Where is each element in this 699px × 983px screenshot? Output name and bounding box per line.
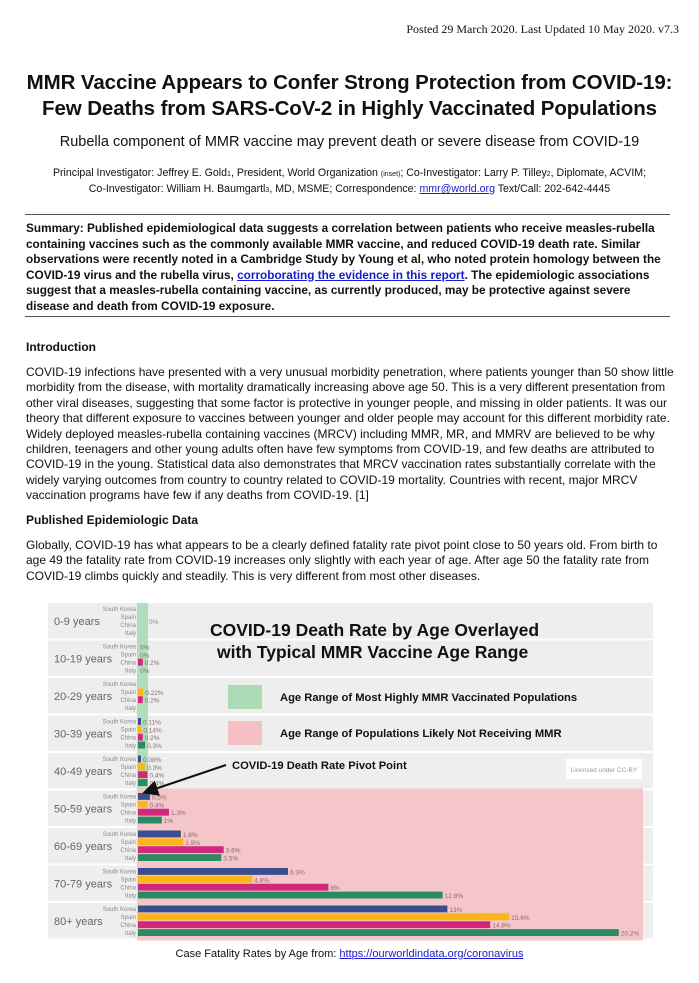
- country-label: Spain: [120, 690, 136, 697]
- phone: Text/Call: 202-642-4445: [494, 183, 611, 195]
- country-label: Spain: [120, 840, 136, 847]
- country-label: Spain: [120, 727, 136, 734]
- age-group-label: 70-79 years: [54, 878, 113, 891]
- chart-title-line-1: COVID-19 Death Rate by Age Overlayed: [210, 620, 540, 640]
- country-label: China: [120, 735, 136, 742]
- data-label: 0.3%: [147, 764, 162, 772]
- bar-south-korea: [138, 906, 447, 913]
- bar-south-korea: [138, 718, 141, 725]
- country-label: Spain: [120, 877, 136, 884]
- data-label: 3.5%: [223, 855, 239, 863]
- author-line-2: [0, 182, 699, 198]
- bar-china: [138, 734, 143, 741]
- legend-pink-label: Age Range of Populations Likely Not Receiving MMR: [280, 728, 562, 740]
- country-label: South Korea: [102, 607, 136, 614]
- data-label: 3.6%: [225, 847, 241, 855]
- country-label: China: [120, 660, 136, 667]
- divider-bottom: [25, 316, 670, 317]
- bar-south-korea: [138, 793, 150, 800]
- country-label: China: [120, 810, 136, 817]
- coi2-affil: 3: [265, 187, 270, 194]
- data-label: 0.08%: [143, 756, 162, 764]
- country-label: Spain: [120, 802, 136, 809]
- summary-text-end: . The epidemiologic associations suggest that a measles-rubella containing vaccine, as currently produced, may be protective against severe disease and death from COVID-19 exposure.: [26, 267, 650, 313]
- country-label: South Korea: [102, 757, 136, 764]
- country-label: South Korea: [102, 907, 136, 914]
- coi2-title: , MD, MSME; Correspondence:: [269, 183, 420, 195]
- license-text: Licensed under CC-BY: [570, 767, 638, 774]
- coi1-title: , Diplomate, ACVIM;: [550, 167, 647, 179]
- country-label: South Korea: [102, 794, 136, 801]
- data-label: 0.4%: [149, 772, 165, 780]
- title-line-2: Few Deaths from SARS-CoV-2 in Highly Vaccinated Populations: [42, 97, 657, 120]
- data-label: 0.22%: [145, 689, 164, 697]
- country-label: South Korea: [102, 682, 136, 689]
- data-label: 0%: [140, 644, 150, 652]
- pi-affil: 1: [227, 171, 231, 178]
- bar-spain: [138, 801, 148, 808]
- bar-italy: [138, 742, 145, 749]
- country-label: Italy: [124, 855, 136, 862]
- data-label: 0%: [140, 652, 150, 660]
- data-label: 1.8%: [182, 831, 198, 839]
- legend-pink-swatch: [228, 721, 262, 745]
- bar-china: [138, 809, 169, 816]
- country-label: China: [120, 922, 136, 929]
- corroborating-link[interactable]: corroborating the evidence in this report: [237, 267, 465, 282]
- pi-name: Principal Investigator: Jeffrey E. Gold: [52, 167, 228, 179]
- age-group-label: 0-9 years: [54, 615, 100, 628]
- age-group-label: 80+ years: [54, 915, 103, 928]
- bar-china: [138, 771, 148, 778]
- country-label: China: [120, 885, 136, 892]
- email-link[interactable]: mmr@world.org: [419, 183, 495, 195]
- data-label: 1.9%: [185, 839, 201, 847]
- data-label: 14.8%: [492, 922, 511, 930]
- country-label: Italy: [124, 630, 136, 637]
- country-label: Italy: [124, 818, 136, 825]
- bar-italy: [138, 929, 619, 936]
- data-label: 0.5%: [151, 794, 167, 802]
- bar-spain: [138, 763, 145, 770]
- data-label: 0.2%: [144, 735, 160, 743]
- data-label: 0.11%: [143, 719, 161, 727]
- country-label: South Korea: [102, 832, 136, 839]
- bar-italy: [138, 854, 221, 861]
- age-group-label: 50-59 years: [54, 803, 113, 816]
- data-label: 13%: [449, 906, 463, 914]
- legend-green-label: Age Range of Most Highly MMR Vaccinated Populations: [280, 692, 578, 704]
- posted-date: Posted 29 March 2020. Last Updated 10 May 2020. v7.3: [406, 22, 679, 36]
- bar-spain: [138, 688, 143, 695]
- title-line-1: MMR Vaccine Appears to Confer Strong Protection from COVID-19:: [26, 71, 673, 94]
- data-label: 8%: [330, 885, 340, 893]
- country-label: Italy: [124, 930, 136, 937]
- data-label: 0.3%: [147, 743, 162, 750]
- bar-china: [138, 659, 143, 666]
- age-group-label: 30-39 years: [54, 728, 113, 741]
- bar-italy: [138, 779, 148, 786]
- age-group-label: 20-29 years: [54, 690, 113, 703]
- country-label: Spain: [120, 615, 136, 622]
- country-label: Italy: [124, 668, 136, 675]
- country-label: South Korea: [102, 719, 136, 726]
- bar-china: [138, 696, 143, 703]
- data-label: 0.2%: [144, 697, 160, 705]
- bar-spain: [138, 913, 509, 920]
- figure-caption: [0, 948, 699, 960]
- bar-italy: [138, 817, 162, 824]
- bar-spain: [138, 876, 252, 883]
- pi-title: , President, World Organization: [230, 167, 381, 179]
- country-label: China: [120, 622, 136, 629]
- age-group-label: 40-49 years: [54, 765, 113, 778]
- age-group-label: 10-19 years: [54, 653, 113, 666]
- data-label: 6.3%: [289, 869, 305, 877]
- data-label: 1%: [163, 818, 174, 825]
- source-link[interactable]: https://ourworldindata.org/coronavirus: [339, 948, 524, 960]
- country-label: China: [120, 847, 136, 854]
- subtitle: Rubella component of MMR vaccine may prevent death or severe disease from COVID-19: [59, 134, 640, 150]
- coi2-name: Co-Investigator: William H. Baumgartl: [88, 183, 266, 195]
- data-label: 4.8%: [254, 877, 270, 885]
- data-label: 15.6%: [511, 914, 530, 922]
- summary-text: Summary: Published epidemiological data suggests a correlation between patients who receive measles-rubella containing vaccines such as the commonly available MMR vaccine, and reduced COVID-19 death rate. Similar observations were recently noted in a Cambridge Study by Young et al, who noted protein homology between the COVID-19 virus and the rubella virus,: [26, 221, 661, 282]
- bar-south-korea: [138, 756, 141, 763]
- legend-green-swatch: [228, 685, 262, 709]
- country-label: Italy: [124, 780, 136, 787]
- country-label: China: [120, 697, 136, 704]
- country-label: South Korea: [102, 644, 136, 651]
- bar-italy: [138, 892, 443, 899]
- country-label: Italy: [124, 743, 136, 750]
- data-paragraph: Globally, COVID-19 has what appears to be a clearly defined fatality rate pivot point close to 50 years old. From birth to age 49 the fatality rate from COVID-19 increases only slightly with each year of age. After age 50 the fatality rate from COVID-19 climbs quickly and steadily. This is very different from most other diseases.: [26, 538, 658, 583]
- bar-spain: [138, 838, 183, 845]
- bar-south-korea: [138, 868, 288, 875]
- data-label: 0%: [149, 618, 159, 626]
- data-label: 0.2%: [144, 660, 160, 668]
- bar-spain: [138, 726, 141, 733]
- divider-top: [25, 214, 670, 215]
- chart-title-line-2: with Typical MMR Vaccine Age Range: [217, 642, 529, 662]
- country-label: Italy: [124, 893, 136, 900]
- chart-svg: [48, 603, 654, 941]
- data-label: 0.4%: [149, 802, 165, 810]
- data-label: 1.3%: [170, 810, 186, 818]
- country-label: China: [120, 772, 136, 779]
- data-heading: Published Epidemiologic Data: [26, 513, 199, 527]
- coi1-affil: 2: [546, 171, 551, 178]
- caption-text: Case Fatality Rates by Age from:: [175, 948, 340, 960]
- coi1-name: ; Co-Investigator: Larry P. Tilley: [400, 167, 547, 179]
- data-label: 20.2%: [620, 930, 640, 938]
- summary-block: [26, 221, 676, 314]
- country-label: Spain: [120, 915, 136, 922]
- data-label: 0%: [140, 668, 150, 675]
- death-rate-chart: [48, 603, 654, 941]
- author-list: [0, 166, 699, 198]
- data-label: 12.8%: [444, 893, 464, 900]
- age-group-label: 60-69 years: [54, 840, 113, 853]
- country-label: Italy: [124, 705, 136, 712]
- data-label: 0.14%: [143, 727, 162, 735]
- inset-note: (inset): [380, 171, 401, 178]
- intro-paragraph: COVID-19 infections have presented with a very unusual morbidity penetration, where patients younger than 50 show little morbidity from the disease, with mortality dramatically increasing above age 50. This is a very different presentation from other viral diseases, suggesting that some factor is protective in younger people, and missing in older patients. It was our theory that different exposure to vaccines between younger and older people may account for this different morbidity rate. Widely deployed measles-rubella containing vaccines (MRCV) including MMR, MR, and MMRV are believed to be why children, teenagers and other young adults often have few symptoms from COVID-19, and few deaths are attributed to COVID-19 in the young. Statistical data also demonstrates that MRCV vaccination rates substantially correlate with the widely varying outcomes from country to country related to COVID-19 mortality. Countries with recent, major MRCV vaccination programs have few if any deaths from COVID-19. [1]: [26, 365, 674, 503]
- data-label: 0.4%: [149, 780, 165, 788]
- author-line-1: [0, 166, 699, 182]
- country-label: Spain: [120, 652, 136, 659]
- country-label: Spain: [120, 765, 136, 772]
- bar-china: [138, 921, 490, 928]
- page-title: [0, 70, 699, 122]
- intro-heading: Introduction: [26, 340, 96, 354]
- bar-china: [138, 846, 224, 853]
- country-label: South Korea: [102, 869, 136, 876]
- bar-china: [138, 884, 328, 891]
- pivot-annotation: COVID-19 Death Rate Pivot Point: [232, 760, 407, 772]
- bar-south-korea: [138, 831, 181, 838]
